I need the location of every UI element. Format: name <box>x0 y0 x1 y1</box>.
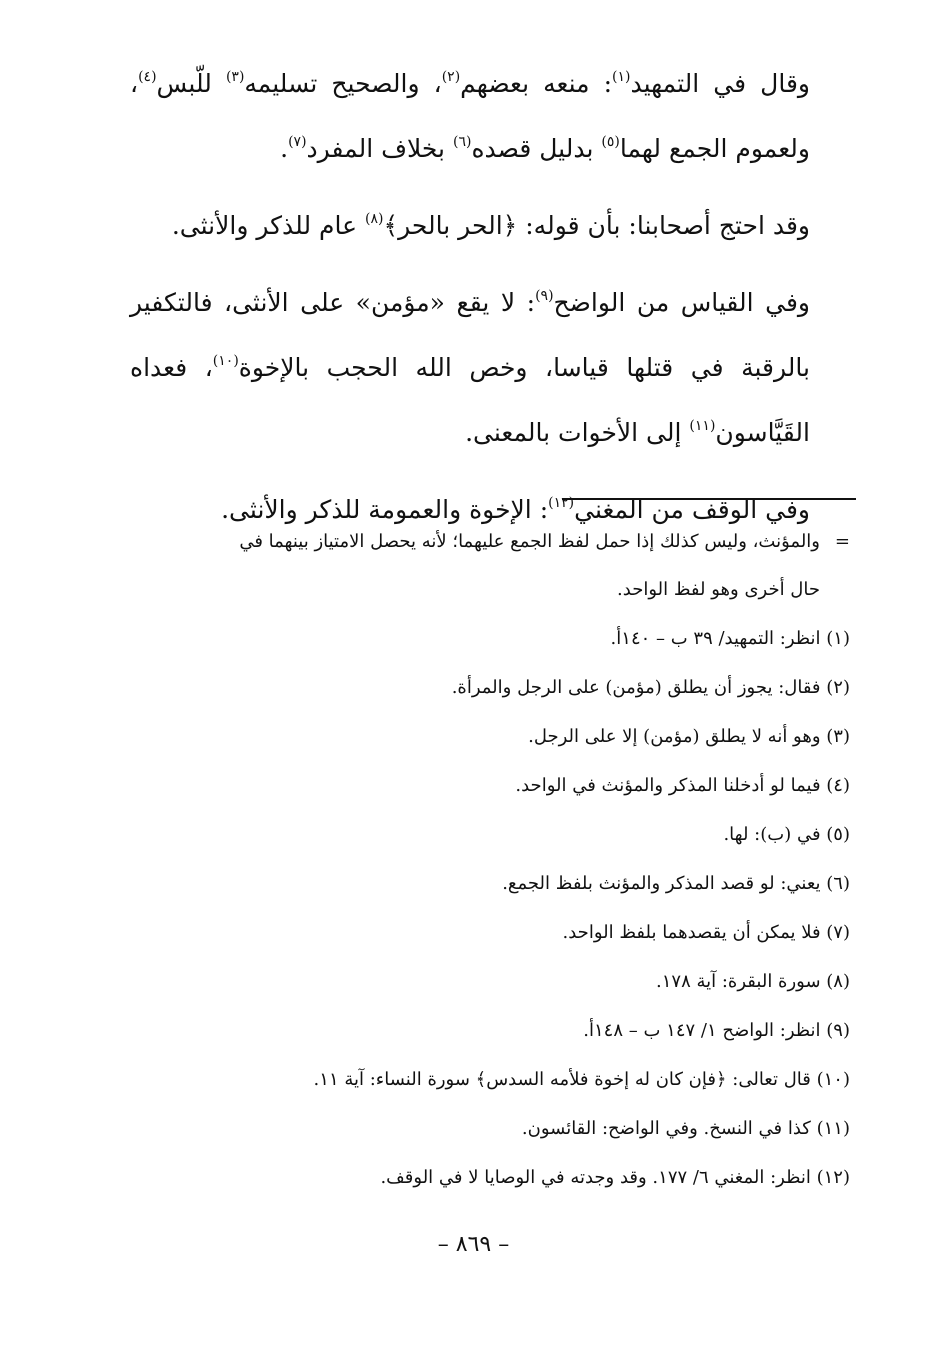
footnote-ref-5[interactable]: (٥) <box>601 134 620 150</box>
text-run: بخلاف المفرد <box>306 134 453 163</box>
footnote-ref-3[interactable]: (٣) <box>225 69 245 85</box>
text-run: : منعه بعضهم <box>460 69 613 98</box>
main-text <box>130 48 810 551</box>
footnote-9: (٩) انظر: الواضح ١/ ١٤٧ ب – ١٤٨أ. <box>583 1020 850 1041</box>
footnote-ref-12[interactable]: (١٢) <box>548 495 575 511</box>
continuation-mark: = <box>834 531 850 552</box>
footnote-4: (٤) فيما لو أدخلنا المذكر والمؤنث في الواحد. <box>515 775 850 796</box>
continuation-line: والمؤنث، وليس كذلك إذا حمل لفظ الجمع عليهما؛ لأنه يحصل الامتياز بينهما في <box>239 531 820 552</box>
footnote-1: (١) انظر: التمهيد/ ٣٩ ب – ١٤٠أ. <box>610 628 850 649</box>
text-run: وقد احتج أصحابنا: بأن قوله: ﴿الحر بالحر﴾ <box>383 211 810 240</box>
footnotes <box>130 518 850 1202</box>
footnote-6: (٦) يعني: لو قصد المذكر والمؤنث بلفظ الجمع. <box>502 873 850 894</box>
footnote-ref-1[interactable]: (١) <box>612 69 631 85</box>
paragraph-1 <box>130 48 810 178</box>
text-run: عام للذكر والأنثى. <box>171 211 365 240</box>
footnote-ref-11[interactable]: (١١) <box>689 418 716 434</box>
text-run: : لا يقع «مؤمن» على الأنثى، فالتكفير بالرقبة في قتلها قياسا، وخص الله الحجب بالإخوة <box>130 288 810 382</box>
page-number: – ٨٦٩ – <box>437 1232 510 1257</box>
text-run: للّبس <box>156 69 226 98</box>
footnote-5: (٥) في (ب): لها. <box>723 824 850 845</box>
footnote-8: (٨) سورة البقرة: آية ١٧٨. <box>656 971 850 992</box>
paragraph-3 <box>130 267 810 462</box>
footnote-ref-7[interactable]: (٧) <box>288 134 307 150</box>
footnote-7: (٧) فلا يمكن أن يقصدهما بلفظ الواحد. <box>562 922 850 943</box>
footnote-2: (٢) فقال: يجوز أن يطلق (مؤمن) على الرجل والمرأة. <box>451 677 850 698</box>
footnote-ref-2[interactable]: (٢) <box>441 69 461 85</box>
footnote-ref-10[interactable]: (١٠) <box>212 353 239 369</box>
text-run: ، ولعموم الجمع لهما <box>130 69 810 163</box>
text-run: إلى الأخوات بالمعنى. <box>465 418 690 447</box>
text-run: ، فعداه القَيَّاسون <box>130 353 810 447</box>
text-run: وقال في التمهيد <box>630 69 810 98</box>
paragraph-2 <box>130 190 810 255</box>
text-run: ، والصحيح تسليمه <box>244 69 442 98</box>
footnote-ref-4[interactable]: (٤) <box>138 69 157 85</box>
footnote-ref-8[interactable]: (٨) <box>364 211 384 227</box>
text-run: . <box>280 134 289 163</box>
text-run: بدليل قصده <box>471 134 602 163</box>
footnote-ref-9[interactable]: (٩) <box>535 288 554 304</box>
footnote-11: (١١) كذا في النسخ. وفي الواضح: القائسون. <box>521 1118 850 1139</box>
footnote-3: (٣) وهو أنه لا يطلق (مؤمن) إلا على الرجل. <box>528 726 850 747</box>
footnote-continuation <box>130 518 850 566</box>
footnote-12: (١٢) انظر: المغني ٦/ ١٧٧. وقد وجدته في الوصايا لا في الوقف. <box>380 1167 850 1188</box>
text-run: : الإخوة والعمومة للذكر والأنثى. <box>221 495 549 524</box>
footnote-10: (١٠) قال تعالى: ﴿فإن كان له إخوة فلأمه السدس﴾ سورة النساء: آية ١١. <box>313 1069 850 1090</box>
footnote-separator <box>562 498 856 500</box>
footnote-ref-6[interactable]: (٦) <box>452 134 472 150</box>
footnote-continuation-line-2: حال أخرى وهو لفظ الواحد. <box>617 579 820 600</box>
text-run: وفي الوقف من المغني <box>574 495 810 524</box>
text-run: وفي القياس من الواضح <box>553 288 810 317</box>
